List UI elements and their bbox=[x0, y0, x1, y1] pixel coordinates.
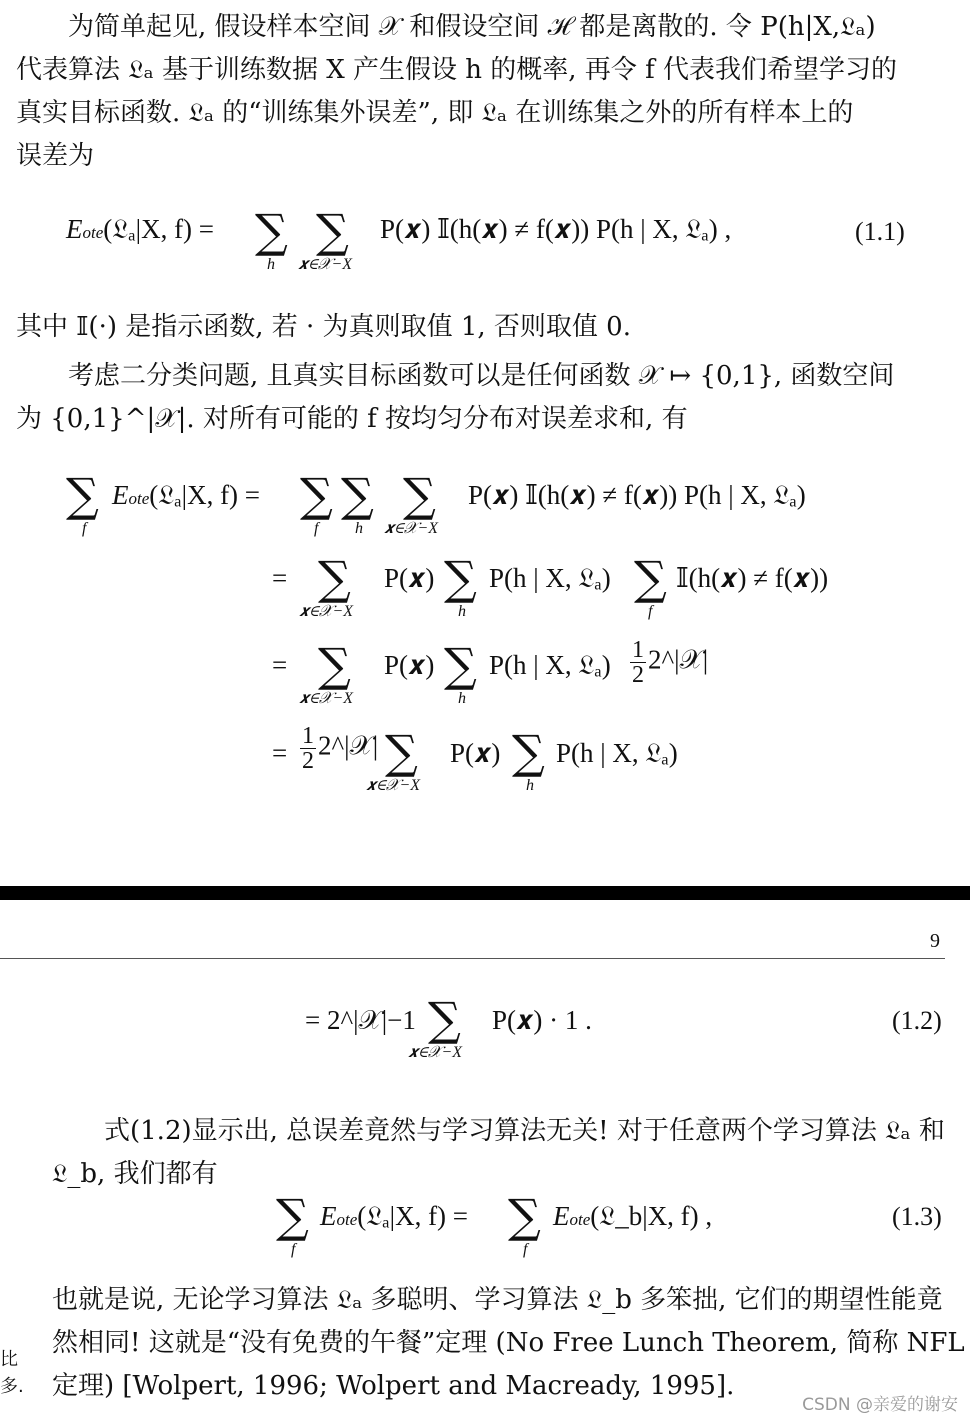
eq-subscript: ote bbox=[82, 223, 104, 242]
sum-index: 𝒙∈𝒳−X bbox=[408, 1044, 462, 1061]
eq-lhs: (𝔏ₐ|X, f) = bbox=[149, 480, 261, 510]
text-line: 代表算法 𝔏ₐ 基于训练数据 X 产生假设 h 的概率, 再令 f 代表我们希望学习的 bbox=[16, 55, 897, 85]
eq-rhs: P(𝒙) 𝕀(h(𝒙) ≠ f(𝒙)) P(h | X, 𝔏ₐ) bbox=[468, 480, 806, 510]
sum-index: 𝒙∈𝒳−X bbox=[384, 520, 438, 537]
sum-symbol: ∑ bbox=[300, 468, 333, 522]
fraction-half: $\frac{1}{2}$ bbox=[632, 637, 644, 688]
eq-rhs: P(𝒙) 𝕀(h(𝒙) ≠ f(𝒙)) P(h | X, 𝔏ₐ) , bbox=[380, 214, 732, 244]
sum-symbol: ∑ bbox=[318, 551, 351, 605]
text-line: 也就是说, 无论学习算法 𝔏ₐ 多聪明、学习算法 𝔏_b 多笨拙, 它们的期望性能竟 bbox=[52, 1285, 943, 1315]
margin-note: 比 bbox=[0, 1349, 18, 1370]
text-line: 然相同! 这就是“没有免费的午餐”定理 (No Free Lunch Theorem, 简称 NFL bbox=[52, 1328, 965, 1358]
eq-term: P(h | X, 𝔏ₐ) bbox=[489, 650, 611, 680]
sum-index: h bbox=[458, 603, 466, 620]
sum-symbol: ∑ bbox=[385, 725, 418, 779]
eq-term: P(𝒙) bbox=[384, 650, 435, 680]
page-number: 9 bbox=[930, 930, 940, 952]
sum-symbol: ∑ bbox=[276, 1189, 309, 1243]
sum-symbol: ∑ bbox=[634, 551, 667, 605]
sum-index: h bbox=[458, 690, 466, 707]
eq-lhs: = 2^|𝒳|−1 bbox=[305, 1005, 416, 1035]
sum-symbol: ∑ bbox=[444, 638, 477, 692]
equals-sign: = bbox=[272, 738, 288, 768]
sum-symbol: ∑ bbox=[255, 204, 288, 258]
eq-symbol: E bbox=[320, 1201, 337, 1231]
sum-symbol: ∑ bbox=[316, 204, 349, 258]
text-line: 误差为 bbox=[16, 141, 95, 171]
eq-symbol: E bbox=[66, 214, 83, 244]
sum-symbol: ∑ bbox=[444, 551, 477, 605]
sum-index: 𝒙∈𝒳−X bbox=[299, 603, 353, 620]
fraction-half: $\frac{1}{2}$ bbox=[302, 723, 314, 774]
eq-lhs: (𝔏ₐ|X, f) = bbox=[103, 214, 215, 244]
equation-number: (1.2) bbox=[892, 1006, 942, 1035]
text-line: 为简单起见, 假设样本空间 𝒳 和假设空间 ℋ 都是离散的. 令 P(h|X,𝔏ₐ) bbox=[68, 12, 876, 42]
sum-index: f bbox=[523, 1241, 528, 1258]
equation-number: (1.3) bbox=[892, 1202, 942, 1231]
sum-symbol: ∑ bbox=[428, 992, 461, 1046]
eq-term: P(𝒙) bbox=[450, 738, 501, 768]
sum-symbol: ∑ bbox=[512, 725, 545, 779]
eq-symbol: E bbox=[112, 480, 129, 510]
header-rule bbox=[0, 958, 945, 959]
eq-lhs: (𝔏ₐ|X, f) = bbox=[357, 1201, 469, 1231]
sum-symbol: ∑ bbox=[66, 468, 99, 522]
sum-index: f bbox=[648, 603, 653, 620]
eq-rhs: P(𝒙) · 1 . bbox=[492, 1005, 592, 1035]
power-term: 2^|𝒳| bbox=[318, 730, 379, 761]
power-term: 2^|𝒳| bbox=[648, 644, 709, 675]
sum-index: h bbox=[267, 256, 275, 273]
text-line: 定理) [Wolpert, 1996; Wolpert and Macready, 1995]. bbox=[52, 1371, 735, 1401]
text-line: 𝔏_b, 我们都有 bbox=[52, 1159, 218, 1189]
sum-index: 𝒙∈𝒳−X bbox=[299, 690, 353, 707]
sum-index: 𝒙∈𝒳−X bbox=[366, 777, 420, 794]
eq-subscript: ote bbox=[336, 1210, 358, 1229]
text-line: 考虑二分类问题, 且真实目标函数可以是任何函数 𝒳 ↦ {0,1}, 函数空间 bbox=[68, 361, 895, 391]
margin-note: 多. bbox=[0, 1376, 24, 1397]
sum-index: f bbox=[291, 1241, 296, 1258]
sum-index: f bbox=[314, 520, 319, 537]
watermark: CSDN @亲爱的谢安 bbox=[802, 1395, 958, 1415]
page-separator bbox=[0, 886, 970, 900]
eq-term: 𝕀(h(𝒙) ≠ f(𝒙)) bbox=[676, 563, 829, 593]
sum-index: h bbox=[526, 777, 534, 794]
equals-sign: = bbox=[272, 650, 288, 680]
eq-rhs: (𝔏_b|X, f) , bbox=[590, 1201, 713, 1231]
text-line: 为 {0,1}^|𝒳|. 对所有可能的 f 按均匀分布对误差求和, 有 bbox=[16, 404, 688, 434]
eq-term: P(h | X, 𝔏ₐ) bbox=[556, 738, 678, 768]
sum-symbol: ∑ bbox=[318, 638, 351, 692]
equation-number: (1.1) bbox=[855, 217, 905, 246]
text-line: 式(1.2)显示出, 总误差竟然与学习算法无关! 对于任意两个学习算法 𝔏ₐ 和 bbox=[104, 1116, 945, 1146]
eq-term: P(𝒙) bbox=[384, 563, 435, 593]
sum-index: h bbox=[355, 520, 363, 537]
sum-symbol: ∑ bbox=[508, 1189, 541, 1243]
sum-symbol: ∑ bbox=[341, 468, 374, 522]
eq-term: P(h | X, 𝔏ₐ) bbox=[489, 563, 611, 593]
sum-index: f bbox=[82, 520, 87, 537]
eq-subscript: ote bbox=[128, 489, 150, 508]
text-line: 真实目标函数. 𝔏ₐ 的“训练集外误差”, 即 𝔏ₐ 在训练集之外的所有样本上的 bbox=[16, 98, 854, 128]
sum-symbol: ∑ bbox=[403, 468, 436, 522]
text-line: 其中 𝕀(·) 是指示函数, 若 · 为真则取值 1, 否则取值 0. bbox=[16, 312, 631, 342]
eq-subscript: ote bbox=[569, 1210, 591, 1229]
equals-sign: = bbox=[272, 563, 288, 593]
sum-index: 𝒙∈𝒳−X bbox=[298, 256, 352, 273]
eq-symbol: E bbox=[553, 1201, 570, 1231]
